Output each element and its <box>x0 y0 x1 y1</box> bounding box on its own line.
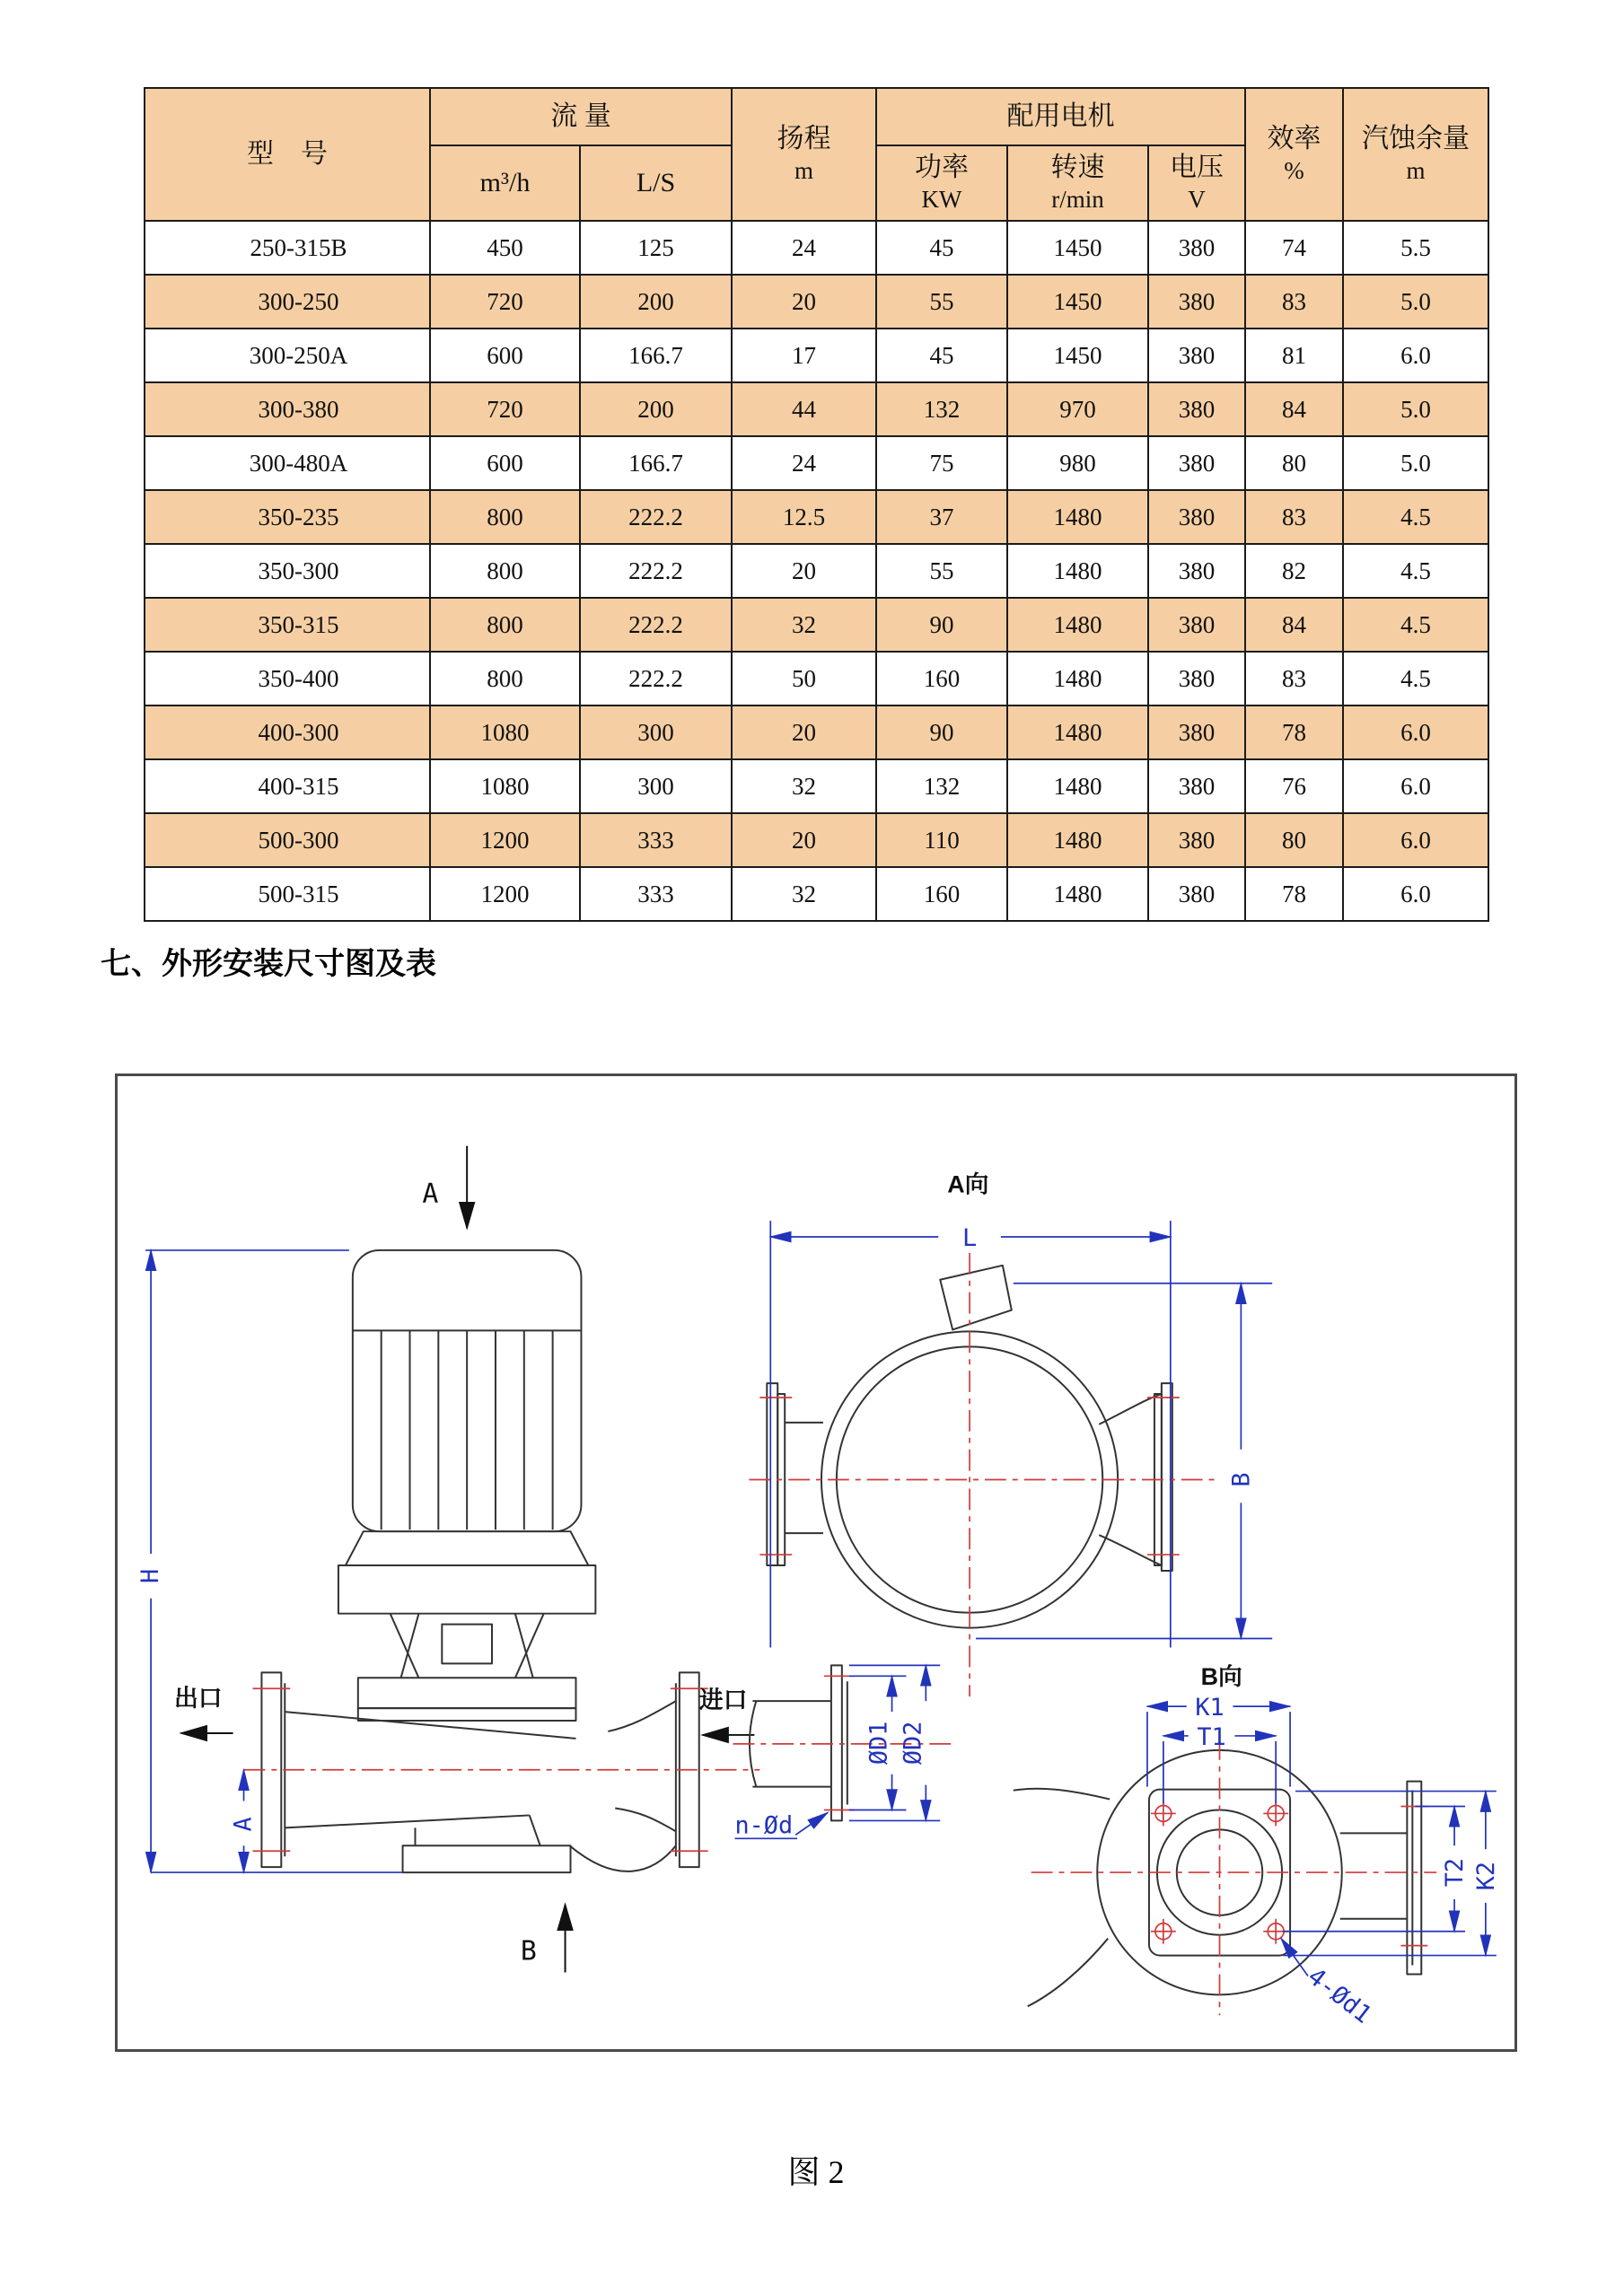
cell: 83 <box>1245 490 1343 544</box>
cell: 200 <box>580 382 732 436</box>
cell: 720 <box>430 382 580 436</box>
view-b-label: B向 <box>1200 1663 1242 1691</box>
cell: 1480 <box>1007 544 1148 598</box>
cell: 222.2 <box>580 652 732 705</box>
section-arrow-b-label: B <box>520 1935 537 1967</box>
cell: 4.5 <box>1343 598 1488 652</box>
cell: 5.0 <box>1343 275 1488 329</box>
dim-label-D1: ØD1 <box>865 1721 893 1766</box>
dim-label-T1: T1 <box>1197 1722 1226 1751</box>
cell: 80 <box>1245 813 1343 867</box>
table-row <box>145 813 1488 867</box>
col-header-speed <box>1007 145 1148 221</box>
cell: 980 <box>1007 436 1148 490</box>
dim-label-D2: ØD2 <box>899 1721 927 1766</box>
volt-unit: V <box>1188 185 1206 213</box>
speed-label: 转速 <box>1050 153 1105 183</box>
left-view-dimensions <box>145 1250 402 1872</box>
cell: 1080 <box>430 705 580 759</box>
cell: 75 <box>876 436 1007 490</box>
power-label: 功率 <box>915 153 969 183</box>
power-unit: KW <box>921 185 962 213</box>
dim-label-H: H <box>136 1568 165 1584</box>
pump-performance-table <box>144 87 1489 922</box>
cell: 110 <box>876 813 1007 867</box>
cell: 450 <box>430 221 580 275</box>
cell: 1450 <box>1007 275 1148 329</box>
figure-caption: 图 2 <box>787 2154 845 2190</box>
inlet-label: 进口 <box>698 1687 748 1714</box>
cell: 17 <box>732 329 876 382</box>
cell: 380 <box>1148 329 1245 382</box>
eff-unit: % <box>1284 156 1304 184</box>
table-row <box>145 329 1488 382</box>
cell: 222.2 <box>580 490 732 544</box>
cell: 74 <box>1245 221 1343 275</box>
table-row <box>145 275 1488 329</box>
cell: 1480 <box>1007 759 1148 813</box>
cell-model: 400-315 <box>145 759 430 813</box>
cell: 55 <box>876 275 1007 329</box>
view-a-label: A向 <box>947 1170 989 1198</box>
view-a-dimensions <box>770 1221 1272 1647</box>
cell: 4.5 <box>1343 652 1488 705</box>
npsh-unit: m <box>1406 156 1426 184</box>
cell: 81 <box>1245 329 1343 382</box>
cell-model: 300-380 <box>145 382 430 436</box>
figure-frame <box>115 1074 1517 2052</box>
cell: 44 <box>732 382 876 436</box>
cell: 300 <box>580 705 732 759</box>
cell-model: 300-250A <box>145 329 430 382</box>
head-label: 扬程 <box>777 124 831 154</box>
cell: 20 <box>732 275 876 329</box>
cell-model: 350-235 <box>145 490 430 544</box>
cell: 6.0 <box>1343 329 1488 382</box>
cell: 50 <box>732 652 876 705</box>
cell: 160 <box>876 867 1007 921</box>
cell: 380 <box>1148 490 1245 544</box>
cell-model: 300-480A <box>145 436 430 490</box>
cell: 4.5 <box>1343 490 1488 544</box>
cell: 333 <box>580 813 732 867</box>
cell: 83 <box>1245 652 1343 705</box>
cell: 800 <box>430 598 580 652</box>
section-title: 七、外形安装尺寸图及表 <box>101 947 436 981</box>
col-header-model: 型 号 <box>145 88 430 221</box>
cell: 90 <box>876 598 1007 652</box>
head-unit: m <box>794 156 813 184</box>
cell: 6.0 <box>1343 759 1488 813</box>
table-row <box>145 867 1488 921</box>
cell: 300 <box>580 759 732 813</box>
section-arrow-a-label: A <box>422 1179 439 1211</box>
cell: 166.7 <box>580 329 732 382</box>
col-header-ls: L/S <box>580 145 732 221</box>
cell: 380 <box>1148 382 1245 436</box>
cell: 32 <box>732 598 876 652</box>
cell: 970 <box>1007 382 1148 436</box>
volt-label: 电压 <box>1170 153 1224 183</box>
cell: 20 <box>732 705 876 759</box>
cell: 55 <box>876 544 1007 598</box>
col-header-npsh <box>1343 88 1488 221</box>
col-header-voltage <box>1148 145 1245 221</box>
section-arrows <box>181 1146 754 1973</box>
flange-detail-outline <box>750 1665 847 1820</box>
cell: 800 <box>430 490 580 544</box>
cell: 12.5 <box>732 490 876 544</box>
cell: 200 <box>580 275 732 329</box>
cell: 333 <box>580 867 732 921</box>
cell-model: 350-400 <box>145 652 430 705</box>
view-b-centerlines <box>1031 1739 1437 2015</box>
table-row <box>145 490 1488 544</box>
dim-label-4d1: 4-Ød1 <box>1302 1962 1377 2029</box>
cell: 84 <box>1245 598 1343 652</box>
cell: 37 <box>876 490 1007 544</box>
cell-model: 500-300 <box>145 813 430 867</box>
cell: 125 <box>580 221 732 275</box>
cell: 380 <box>1148 705 1245 759</box>
dim-label-B: B <box>1227 1472 1256 1487</box>
cell: 222.2 <box>580 544 732 598</box>
dim-label-K2: K2 <box>1471 1861 1500 1891</box>
cell: 160 <box>876 652 1007 705</box>
cell: 84 <box>1245 382 1343 436</box>
cell: 1200 <box>430 813 580 867</box>
cell: 600 <box>430 329 580 382</box>
cell: 1480 <box>1007 813 1148 867</box>
npsh-label: 汽蚀余量 <box>1362 124 1470 154</box>
cell: 6.0 <box>1343 867 1488 921</box>
cell-model: 400-300 <box>145 705 430 759</box>
cell: 380 <box>1148 598 1245 652</box>
table-row <box>145 705 1488 759</box>
cell: 380 <box>1148 867 1245 921</box>
col-header-head <box>732 88 876 221</box>
cell: 222.2 <box>580 598 732 652</box>
installation-drawing <box>118 1076 1514 2049</box>
cell: 5.0 <box>1343 382 1488 436</box>
cell: 20 <box>732 544 876 598</box>
cell: 132 <box>876 382 1007 436</box>
cell: 32 <box>732 759 876 813</box>
cell: 380 <box>1148 221 1245 275</box>
cell: 380 <box>1148 436 1245 490</box>
cell: 5.0 <box>1343 436 1488 490</box>
cell: 78 <box>1245 705 1343 759</box>
cell: 6.0 <box>1343 813 1488 867</box>
cell: 45 <box>876 329 1007 382</box>
cell-model: 350-300 <box>145 544 430 598</box>
dim-label-L: L <box>961 1223 978 1252</box>
cell-model: 500-315 <box>145 867 430 921</box>
cell: 32 <box>732 867 876 921</box>
eff-label: 效率 <box>1267 124 1321 154</box>
cell: 78 <box>1245 867 1343 921</box>
cell-model: 350-315 <box>145 598 430 652</box>
cell: 1200 <box>430 867 580 921</box>
table-row <box>145 759 1488 813</box>
col-header-efficiency <box>1245 88 1343 221</box>
cell: 83 <box>1245 275 1343 329</box>
cell: 82 <box>1245 544 1343 598</box>
cell: 80 <box>1245 436 1343 490</box>
cell: 24 <box>732 221 876 275</box>
cell: 1480 <box>1007 652 1148 705</box>
cell: 5.5 <box>1343 221 1488 275</box>
table-row <box>145 544 1488 598</box>
cell: 380 <box>1148 813 1245 867</box>
table-row <box>145 652 1488 705</box>
cell: 1480 <box>1007 867 1148 921</box>
cell: 380 <box>1148 652 1245 705</box>
cell: 800 <box>430 652 580 705</box>
cell: 166.7 <box>580 436 732 490</box>
cell: 132 <box>876 759 1007 813</box>
table-row <box>145 436 1488 490</box>
speed-unit: r/min <box>1051 185 1104 213</box>
cell: 45 <box>876 221 1007 275</box>
table-row <box>145 598 1488 652</box>
cell: 24 <box>732 436 876 490</box>
table-row <box>145 221 1488 275</box>
col-header-flow-group: 流 量 <box>430 88 732 145</box>
col-header-power <box>876 145 1007 221</box>
dim-label-K1: K1 <box>1195 1694 1225 1722</box>
dim-label-A: A <box>229 1817 258 1832</box>
dim-label-nd: n-Ød <box>734 1811 794 1840</box>
cell: 720 <box>430 275 580 329</box>
cell: 76 <box>1245 759 1343 813</box>
cell: 90 <box>876 705 1007 759</box>
cell: 600 <box>430 436 580 490</box>
cell-model: 250-315B <box>145 221 430 275</box>
cell: 1450 <box>1007 329 1148 382</box>
left-view-outline <box>261 1250 698 1872</box>
cell: 1480 <box>1007 705 1148 759</box>
view-b-outline <box>1014 1750 1421 2006</box>
cell: 1450 <box>1007 221 1148 275</box>
outlet-label: 出口 <box>173 1685 223 1713</box>
cell: 20 <box>732 813 876 867</box>
cell: 1080 <box>430 759 580 813</box>
cell: 1480 <box>1007 490 1148 544</box>
cell: 6.0 <box>1343 705 1488 759</box>
table-row <box>145 382 1488 436</box>
cell: 4.5 <box>1343 544 1488 598</box>
col-header-m3h: m³/h <box>430 145 580 221</box>
dim-label-T2: T2 <box>1441 1857 1470 1888</box>
cell: 380 <box>1148 275 1245 329</box>
cell: 380 <box>1148 759 1245 813</box>
cell: 800 <box>430 544 580 598</box>
cell: 1480 <box>1007 598 1148 652</box>
cell-model: 300-250 <box>145 275 430 329</box>
cell: 380 <box>1148 544 1245 598</box>
col-header-motor-group: 配用电机 <box>876 88 1245 145</box>
